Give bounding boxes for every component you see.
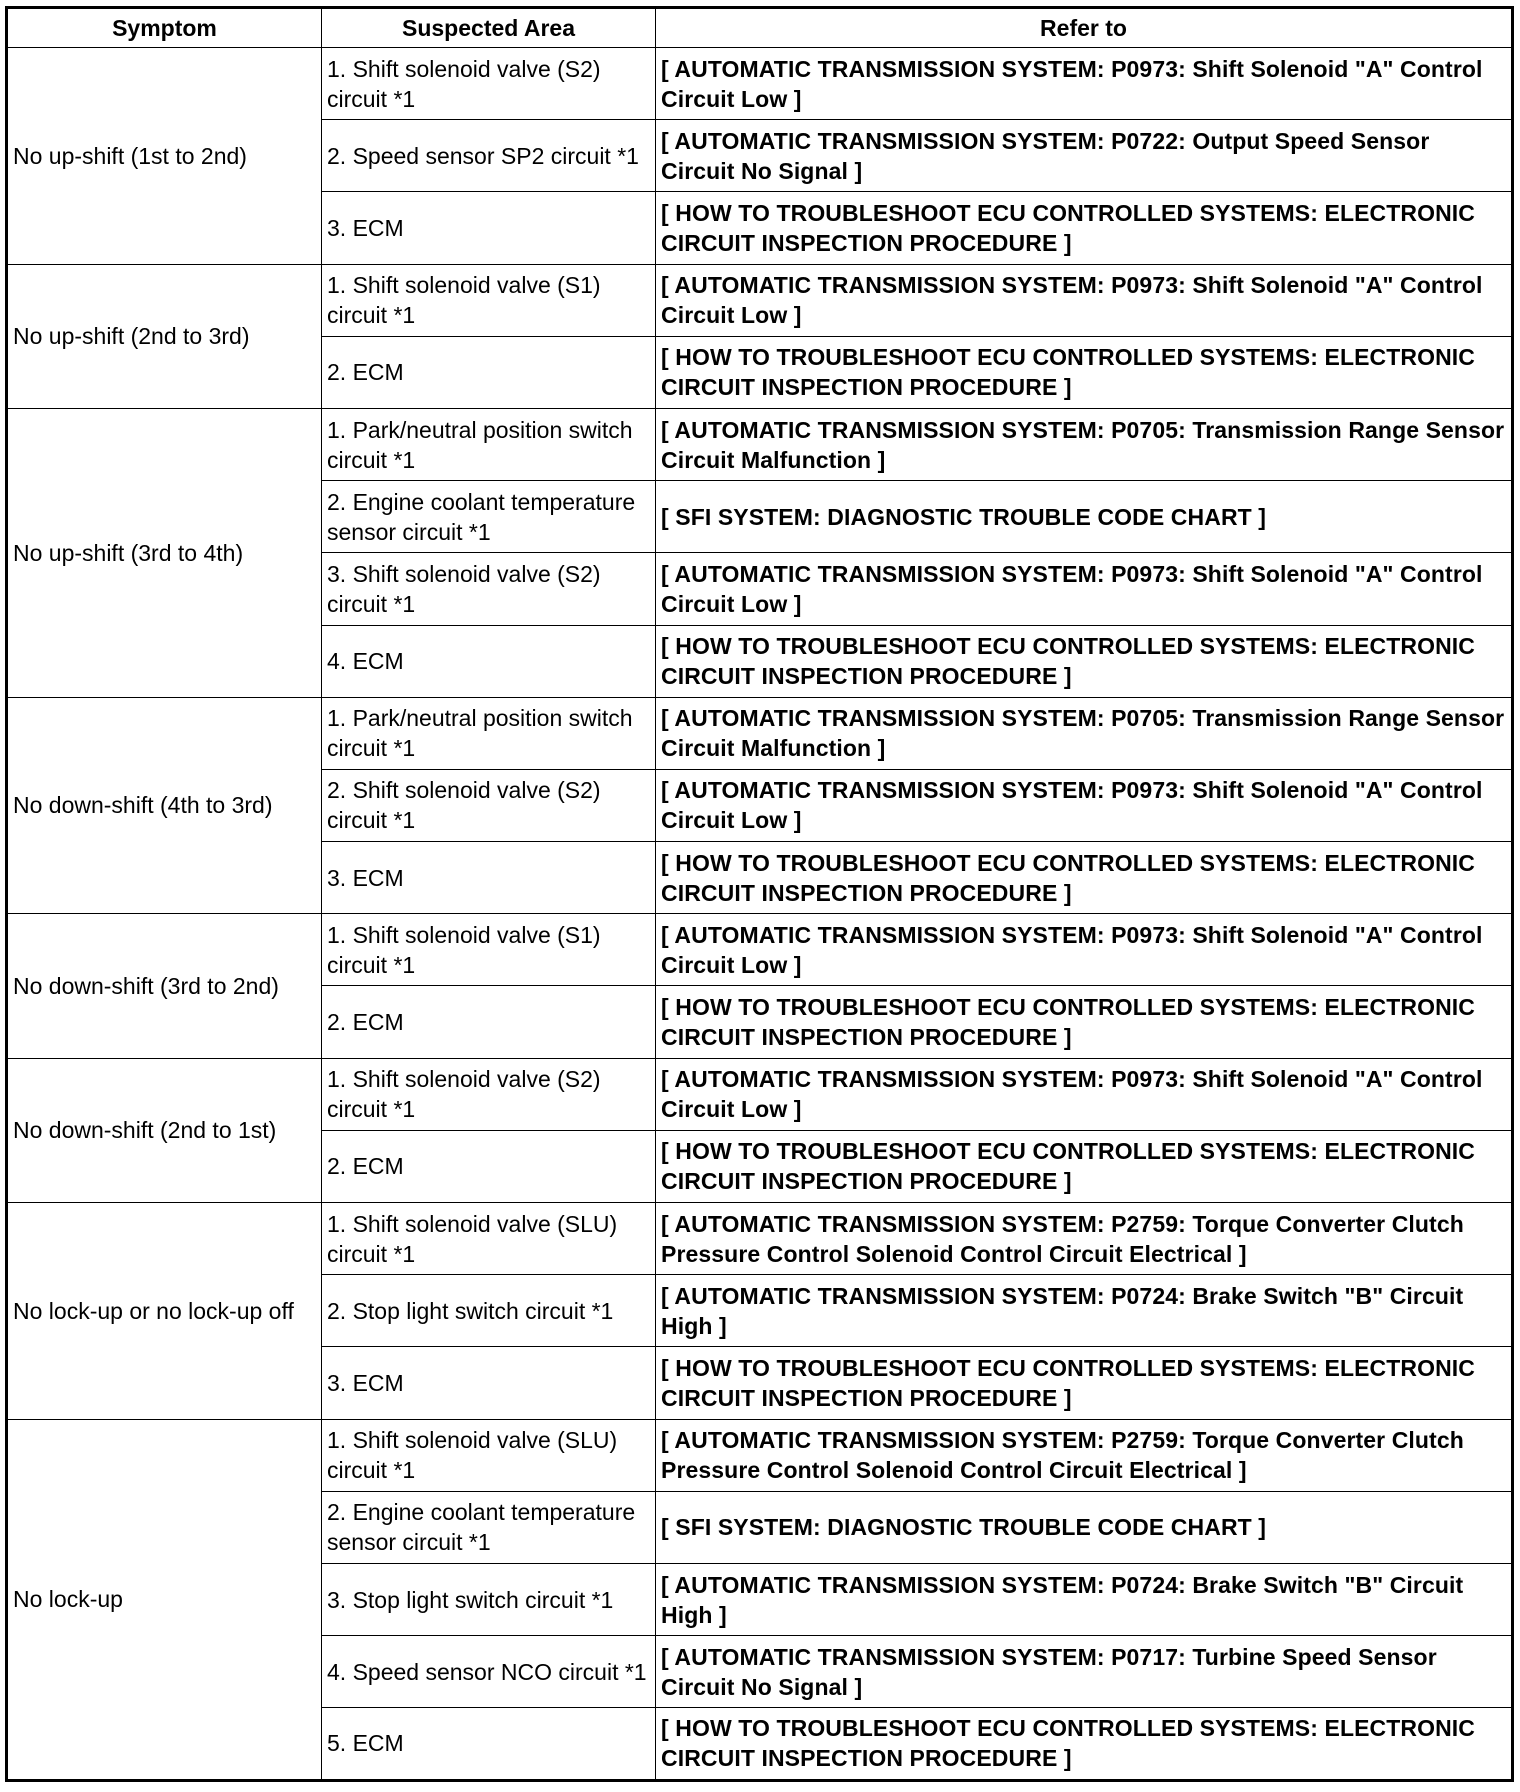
suspected-area-cell: 4. Speed sensor NCO circuit *1 [322,1636,656,1708]
refer-to-cell: [ AUTOMATIC TRANSMISSION SYSTEM: P2759: Torque Converter Clutch Pressure Control Solenoid Control Circuit Electrical ] [656,1203,1513,1275]
suspected-area-cell: 2. Engine coolant temperature sensor circuit *1 [322,481,656,553]
refer-to-cell: [ AUTOMATIC TRANSMISSION SYSTEM: P0973: Shift Solenoid "A" Control Circuit Low ] [656,1058,1513,1130]
table-row [7,1203,1513,1275]
table-row [7,697,1513,769]
symptom-cell: No down-shift (2nd to 1st) [7,1058,322,1202]
suspected-area-cell: 2. ECM [322,336,656,408]
refer-to-cell: [ AUTOMATIC TRANSMISSION SYSTEM: P0973: Shift Solenoid "A" Control Circuit Low ] [656,553,1513,625]
suspected-area-cell: 1. Park/neutral position switch circuit *1 [322,408,656,480]
table-row [7,914,1513,986]
suspected-area-cell: 2. Stop light switch circuit *1 [322,1275,656,1347]
refer-to-cell: [ AUTOMATIC TRANSMISSION SYSTEM: P0973: Shift Solenoid "A" Control Circuit Low ] [656,264,1513,336]
refer-to-cell: [ AUTOMATIC TRANSMISSION SYSTEM: P0973: Shift Solenoid "A" Control Circuit Low ] [656,48,1513,120]
refer-to-cell: [ AUTOMATIC TRANSMISSION SYSTEM: P0717: Turbine Speed Sensor Circuit No Signal ] [656,1636,1513,1708]
suspected-area-cell: 3. Stop light switch circuit *1 [322,1563,656,1635]
table-row [7,48,1513,120]
refer-to-cell: [ HOW TO TROUBLESHOOT ECU CONTROLLED SYSTEMS: ELECTRONIC CIRCUIT INSPECTION PROCEDURE ] [656,625,1513,697]
refer-to-cell: [ HOW TO TROUBLESHOOT ECU CONTROLLED SYSTEMS: ELECTRONIC CIRCUIT INSPECTION PROCEDURE ] [656,1347,1513,1419]
refer-to-cell: [ SFI SYSTEM: DIAGNOSTIC TROUBLE CODE CHART ] [656,481,1513,553]
refer-to-cell: [ AUTOMATIC TRANSMISSION SYSTEM: P0705: Transmission Range Sensor Circuit Malfunction ] [656,697,1513,769]
suspected-area-cell: 1. Shift solenoid valve (S2) circuit *1 [322,1058,656,1130]
suspected-area-cell: 3. ECM [322,842,656,914]
refer-to-cell: [ HOW TO TROUBLESHOOT ECU CONTROLLED SYSTEMS: ELECTRONIC CIRCUIT INSPECTION PROCEDURE ] [656,192,1513,264]
suspected-area-cell: 5. ECM [322,1708,656,1780]
symptom-cell: No up-shift (1st to 2nd) [7,48,322,265]
refer-to-cell: [ AUTOMATIC TRANSMISSION SYSTEM: P0973: Shift Solenoid "A" Control Circuit Low ] [656,914,1513,986]
refer-to-cell: [ AUTOMATIC TRANSMISSION SYSTEM: P0724: Brake Switch "B" Circuit High ] [656,1563,1513,1635]
table-row [7,1419,1513,1491]
problem-symptoms-table [5,6,1514,1782]
symptom-cell: No down-shift (4th to 3rd) [7,697,322,914]
table-row [7,408,1513,480]
suspected-area-cell: 1. Shift solenoid valve (S2) circuit *1 [322,48,656,120]
suspected-area-cell: 2. Shift solenoid valve (S2) circuit *1 [322,769,656,841]
suspected-area-cell: 1. Shift solenoid valve (S1) circuit *1 [322,264,656,336]
symptom-cell: No up-shift (2nd to 3rd) [7,264,322,408]
refer-to-cell: [ HOW TO TROUBLESHOOT ECU CONTROLLED SYSTEMS: ELECTRONIC CIRCUIT INSPECTION PROCEDURE ] [656,1708,1513,1780]
refer-to-cell: [ HOW TO TROUBLESHOOT ECU CONTROLLED SYSTEMS: ELECTRONIC CIRCUIT INSPECTION PROCEDURE ] [656,842,1513,914]
symptom-cell: No lock-up [7,1419,322,1780]
refer-to-cell: [ AUTOMATIC TRANSMISSION SYSTEM: P0705: Transmission Range Sensor Circuit Malfunction ] [656,408,1513,480]
header-symptom: Symptom [7,8,322,48]
refer-to-cell: [ AUTOMATIC TRANSMISSION SYSTEM: P0722: Output Speed Sensor Circuit No Signal ] [656,120,1513,192]
header-refer-to: Refer to [656,8,1513,48]
suspected-area-cell: 2. Engine coolant temperature sensor circuit *1 [322,1491,656,1563]
refer-to-cell: [ HOW TO TROUBLESHOOT ECU CONTROLLED SYSTEMS: ELECTRONIC CIRCUIT INSPECTION PROCEDURE ] [656,986,1513,1058]
symptom-cell: No up-shift (3rd to 4th) [7,408,322,697]
suspected-area-cell: 1. Shift solenoid valve (S1) circuit *1 [322,914,656,986]
refer-to-cell: [ AUTOMATIC TRANSMISSION SYSTEM: P0724: Brake Switch "B" Circuit High ] [656,1275,1513,1347]
suspected-area-cell: 4. ECM [322,625,656,697]
suspected-area-cell: 2. ECM [322,1130,656,1202]
symptom-cell: No down-shift (3rd to 2nd) [7,914,322,1058]
suspected-area-cell: 1. Shift solenoid valve (SLU) circuit *1 [322,1419,656,1491]
refer-to-cell: [ HOW TO TROUBLESHOOT ECU CONTROLLED SYSTEMS: ELECTRONIC CIRCUIT INSPECTION PROCEDURE ] [656,336,1513,408]
table-header [7,8,1513,48]
suspected-area-cell: 2. Speed sensor SP2 circuit *1 [322,120,656,192]
suspected-area-cell: 3. ECM [322,192,656,264]
refer-to-cell: [ HOW TO TROUBLESHOOT ECU CONTROLLED SYSTEMS: ELECTRONIC CIRCUIT INSPECTION PROCEDURE ] [656,1130,1513,1202]
table-body [7,48,1513,1781]
header-row [7,8,1513,48]
troubleshooting-sheet [5,6,1511,1782]
refer-to-cell: [ AUTOMATIC TRANSMISSION SYSTEM: P2759: Torque Converter Clutch Pressure Control Solenoid Control Circuit Electrical ] [656,1419,1513,1491]
refer-to-cell: [ SFI SYSTEM: DIAGNOSTIC TROUBLE CODE CHART ] [656,1491,1513,1563]
suspected-area-cell: 3. ECM [322,1347,656,1419]
suspected-area-cell: 1. Park/neutral position switch circuit *1 [322,697,656,769]
header-suspected-area: Suspected Area [322,8,656,48]
refer-to-cell: [ AUTOMATIC TRANSMISSION SYSTEM: P0973: Shift Solenoid "A" Control Circuit Low ] [656,769,1513,841]
suspected-area-cell: 3. Shift solenoid valve (S2) circuit *1 [322,553,656,625]
suspected-area-cell: 2. ECM [322,986,656,1058]
table-row [7,1058,1513,1130]
suspected-area-cell: 1. Shift solenoid valve (SLU) circuit *1 [322,1203,656,1275]
symptom-cell: No lock-up or no lock-up off [7,1203,322,1420]
table-row [7,264,1513,336]
